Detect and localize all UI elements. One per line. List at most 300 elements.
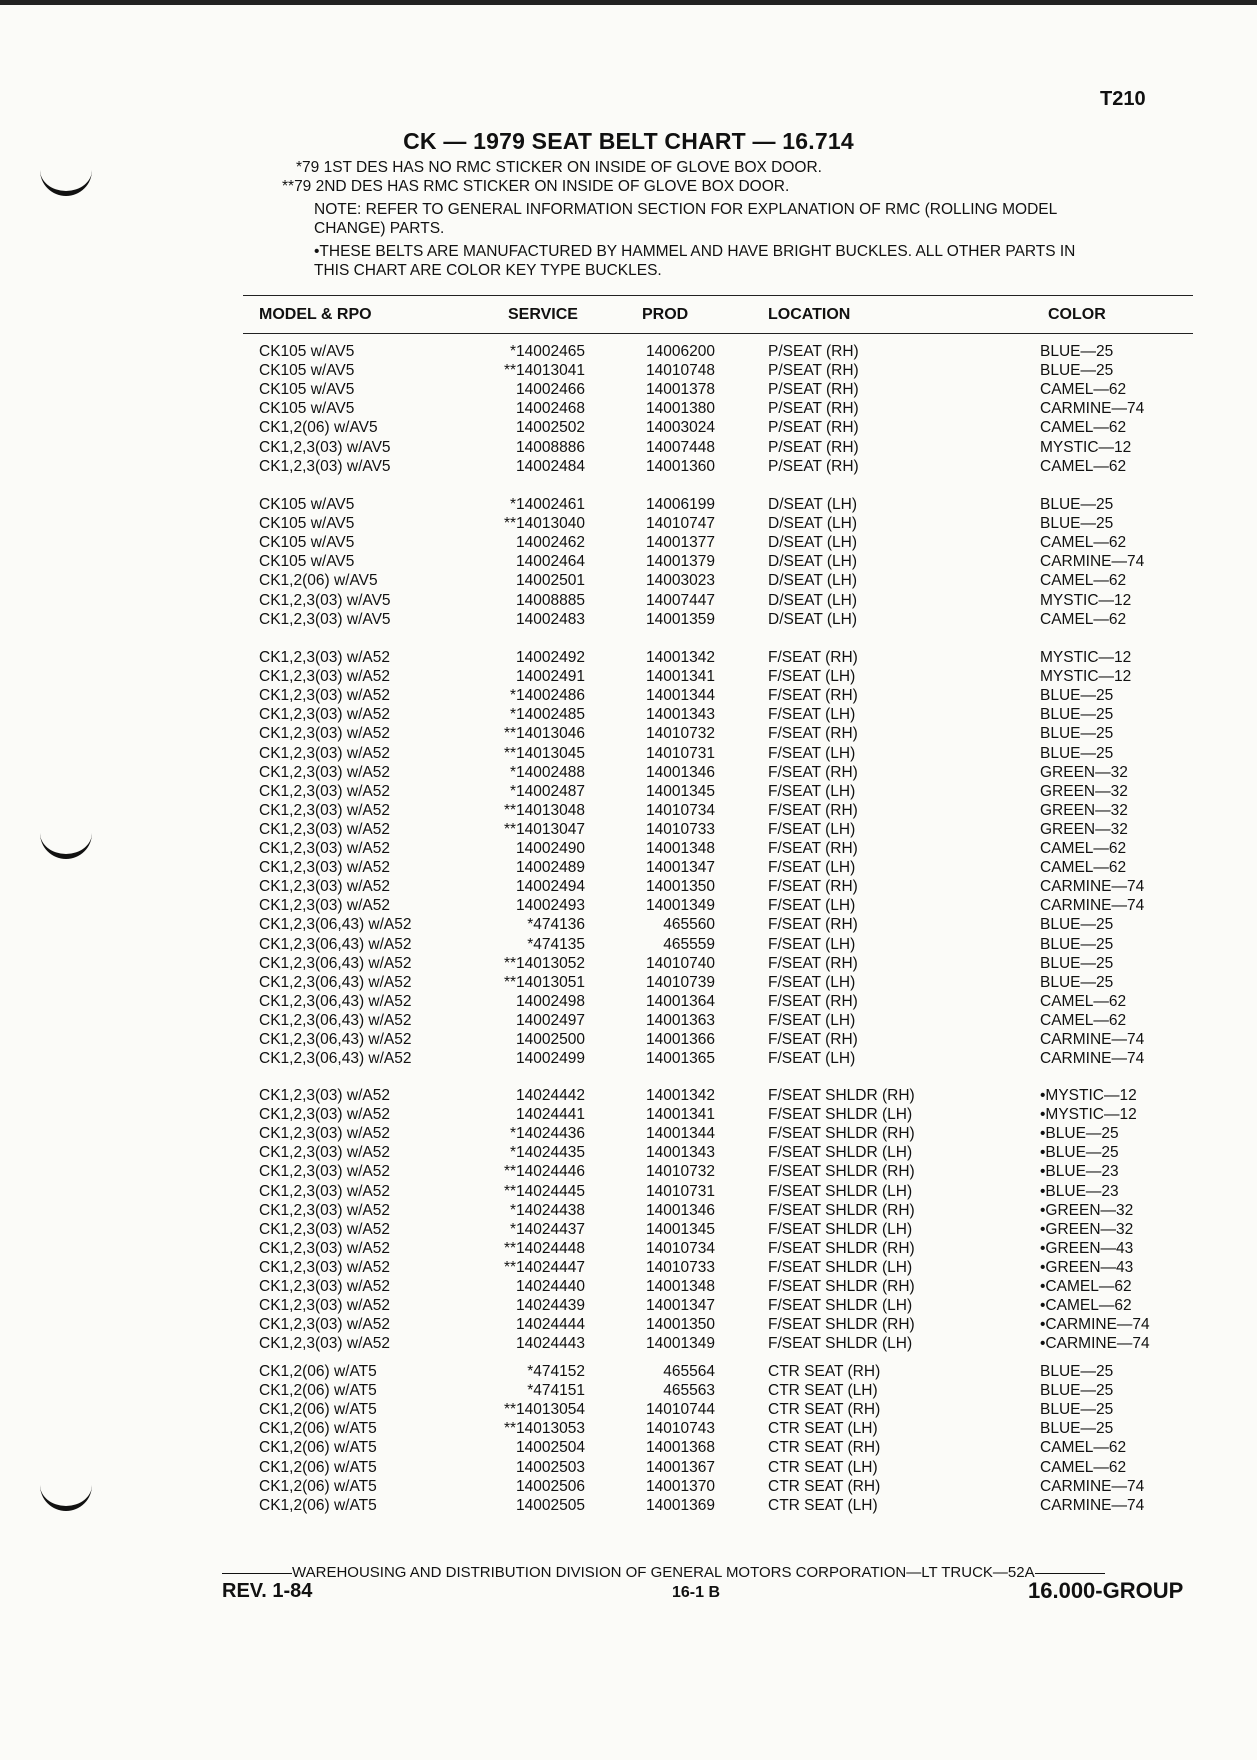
prod-part-cell: 14001367 xyxy=(646,1458,715,1476)
model-cell: CK1,2,3(03) w/AV5 xyxy=(259,591,391,609)
service-part-cell: 14024439 xyxy=(516,1297,585,1315)
color-cell: BLUE—25 xyxy=(1040,954,1114,972)
prod-part-cell: 14010732 xyxy=(646,725,715,743)
model-cell: CK1,2,3(03) w/A52 xyxy=(259,1201,390,1219)
service-part-cell: **14024447 xyxy=(503,1258,585,1276)
model-cell: CK1,2,3(06,43) w/A52 xyxy=(259,1011,412,1029)
location-cell: CTR SEAT (RH) xyxy=(768,1477,881,1495)
location-cell: F/SEAT SHLDR (RH) xyxy=(768,1239,915,1257)
service-part-cell: 14024440 xyxy=(516,1278,585,1295)
service-part-cell: 14008886 xyxy=(516,438,585,456)
column-header-prod: PROD xyxy=(642,306,689,323)
model-cell: CK1,2,3(03) w/AV5 xyxy=(259,438,391,456)
note-rmc: NOTE: REFER TO GENERAL INFORMATION SECTION FOR EXPLANATION OF RMC (ROLLING MODEL CHANGE) PARTS. xyxy=(314,201,1057,237)
color-cell: •GREEN—43 xyxy=(1040,1258,1134,1276)
location-cell: D/SEAT (LH) xyxy=(768,572,857,590)
model-cell: CK1,2,3(03) w/AV5 xyxy=(259,457,391,475)
footer-division-text: WAREHOUSING AND DISTRIBUTION DIVISION OF GENERAL MOTORS CORPORATION—LT TRUCK—52A xyxy=(292,1564,1035,1581)
service-part-cell: **14024446 xyxy=(503,1163,585,1181)
model-cell: CK105 w/AV5 xyxy=(259,496,355,513)
color-cell: •CARMINE—74 xyxy=(1040,1316,1150,1334)
color-cell: MYSTIC—12 xyxy=(1040,668,1132,686)
service-part-cell: 14002494 xyxy=(516,878,585,896)
color-cell: •GREEN—32 xyxy=(1040,1220,1134,1238)
prod-part-cell: 14010747 xyxy=(646,515,715,533)
model-cell: CK1,2,3(03) w/A52 xyxy=(259,1335,390,1353)
location-cell: F/SEAT (RH) xyxy=(768,954,858,972)
service-part-cell: 14002491 xyxy=(516,668,585,686)
model-cell: CK1,2,3(03) w/A52 xyxy=(259,801,390,819)
prod-part-cell: 465560 xyxy=(663,916,715,934)
color-cell: •GREEN—43 xyxy=(1040,1239,1134,1257)
prod-part-cell: 14007447 xyxy=(646,591,715,609)
location-cell: CTR SEAT (LH) xyxy=(768,1382,878,1400)
prod-part-cell: 465559 xyxy=(663,935,715,953)
prod-part-cell: 14001344 xyxy=(646,687,715,705)
color-cell: BLUE—25 xyxy=(1040,1363,1114,1380)
model-cell: CK1,2,3(03) w/A52 xyxy=(259,1220,390,1238)
model-cell: CK1,2,3(06,43) w/A52 xyxy=(259,973,412,991)
location-cell: P/SEAT (RH) xyxy=(768,381,859,399)
service-part-cell: *474152 xyxy=(527,1363,585,1380)
service-part-cell: **14013041 xyxy=(503,362,585,380)
prod-part-cell: 14001370 xyxy=(646,1477,715,1495)
color-cell: BLUE—25 xyxy=(1040,362,1114,380)
prod-part-cell: 14001379 xyxy=(646,553,715,571)
color-cell: CARMINE—74 xyxy=(1040,1050,1145,1068)
model-cell: CK105 w/AV5 xyxy=(259,362,355,380)
location-cell: D/SEAT (LH) xyxy=(768,534,857,552)
model-cell: CK1,2,3(03) w/A52 xyxy=(259,1182,390,1200)
color-cell: CAMEL—62 xyxy=(1040,419,1127,437)
prod-part-cell: 14001364 xyxy=(646,992,715,1010)
prod-part-cell: 14001344 xyxy=(646,1125,715,1143)
note-second-design: **79 2ND DES HAS RMC STICKER ON INSIDE OF GLOVE BOX DOOR. xyxy=(282,178,790,195)
location-cell: F/SEAT (RH) xyxy=(768,763,858,781)
model-cell: CK1,2,3(03) w/A52 xyxy=(259,744,390,762)
prod-part-cell: 14001348 xyxy=(646,840,715,857)
model-cell: CK1,2,3(03) w/A52 xyxy=(259,897,390,915)
location-cell: F/SEAT SHLDR (RH) xyxy=(768,1316,915,1334)
notes xyxy=(282,158,1142,280)
location-cell: F/SEAT (LH) xyxy=(768,782,856,800)
service-part-cell: **14013053 xyxy=(503,1420,585,1438)
prod-part-cell: 14010733 xyxy=(646,1258,715,1276)
location-cell: F/SEAT SHLDR (LH) xyxy=(768,1335,913,1353)
prod-part-cell: 14001350 xyxy=(646,878,715,896)
prod-part-cell: 14001360 xyxy=(646,457,715,475)
color-cell: BLUE—25 xyxy=(1040,343,1114,360)
color-cell: •MYSTIC—12 xyxy=(1040,1087,1137,1104)
location-cell: F/SEAT (LH) xyxy=(768,668,856,686)
color-cell: CARMINE—74 xyxy=(1040,1477,1145,1495)
color-cell: GREEN—32 xyxy=(1040,763,1128,781)
model-cell: CK1,2(06) w/AT5 xyxy=(259,1420,377,1438)
model-cell: CK1,2,3(06,43) w/A52 xyxy=(259,992,412,1010)
prod-part-cell: 14001377 xyxy=(646,534,715,552)
color-cell: CARMINE—74 xyxy=(1040,1031,1145,1048)
service-part-cell: 14002499 xyxy=(516,1050,585,1068)
color-cell: CAMEL—62 xyxy=(1040,840,1127,857)
location-cell: F/SEAT SHLDR (LH) xyxy=(768,1297,913,1315)
prod-part-cell: 14001347 xyxy=(646,1297,715,1315)
prod-part-cell: 14001346 xyxy=(646,1201,715,1219)
service-part-cell: **14013047 xyxy=(503,820,585,838)
service-part-cell: **14013054 xyxy=(503,1401,585,1419)
prod-part-cell: 14010734 xyxy=(646,801,715,819)
color-cell: CAMEL—62 xyxy=(1040,610,1127,628)
location-cell: D/SEAT (LH) xyxy=(768,591,857,609)
model-cell: CK1,2(06) w/AV5 xyxy=(259,419,378,437)
footer-division xyxy=(222,1564,1105,1581)
note-hammel: •THESE BELTS ARE MANUFACTURED BY HAMMEL AND HAVE BRIGHT BUCKLES. ALL OTHER PARTS IN THIS CHART ARE COLOR KEY TYPE BUCKLES. xyxy=(314,243,1076,279)
column-header-color: COLOR xyxy=(1048,306,1106,323)
prod-part-cell: 14003024 xyxy=(646,419,715,437)
location-cell: F/SEAT SHLDR (RH) xyxy=(768,1125,915,1143)
prod-part-cell: 14001343 xyxy=(646,1144,715,1162)
color-cell: BLUE—25 xyxy=(1040,1401,1114,1419)
model-cell: CK1,2,3(03) w/A52 xyxy=(259,820,390,838)
location-cell: CTR SEAT (RH) xyxy=(768,1439,881,1457)
color-cell: •MYSTIC—12 xyxy=(1040,1106,1137,1124)
prod-part-cell: 465563 xyxy=(663,1382,715,1400)
color-cell: •CAMEL—62 xyxy=(1040,1297,1132,1315)
color-cell: •BLUE—25 xyxy=(1040,1125,1119,1143)
color-cell: •CARMINE—74 xyxy=(1040,1335,1150,1353)
service-part-cell: **14024445 xyxy=(503,1182,585,1200)
prod-part-cell: 14001343 xyxy=(646,706,715,724)
location-cell: F/SEAT (LH) xyxy=(768,820,856,838)
color-cell: GREEN—32 xyxy=(1040,820,1128,838)
service-part-cell: *14024437 xyxy=(510,1220,585,1238)
prod-part-cell: 14010733 xyxy=(646,820,715,838)
table-top-rule xyxy=(243,295,1193,296)
service-part-cell: *14024438 xyxy=(510,1201,585,1219)
model-cell: CK1,2,3(03) w/AV5 xyxy=(259,610,391,628)
location-cell: F/SEAT SHLDR (LH) xyxy=(768,1106,913,1124)
color-cell: MYSTIC—12 xyxy=(1040,649,1132,666)
prod-part-cell: 14001345 xyxy=(646,782,715,800)
location-cell: P/SEAT (RH) xyxy=(768,419,859,437)
location-cell: F/SEAT SHLDR (RH) xyxy=(768,1278,915,1295)
model-cell: CK1,2(06) w/AT5 xyxy=(259,1496,377,1514)
punch-hole-mark xyxy=(40,828,92,859)
service-part-cell: 14002468 xyxy=(516,400,585,418)
prod-part-cell: 14010732 xyxy=(646,1163,715,1181)
location-cell: F/SEAT SHLDR (RH) xyxy=(768,1087,915,1104)
location-cell: F/SEAT SHLDR (LH) xyxy=(768,1258,913,1276)
color-cell: CAMEL—62 xyxy=(1040,1458,1127,1476)
service-part-cell: 14002505 xyxy=(516,1496,585,1514)
top-border xyxy=(0,0,1257,5)
location-cell: CTR SEAT (LH) xyxy=(768,1420,878,1438)
color-cell: •BLUE—23 xyxy=(1040,1163,1119,1181)
color-cell: BLUE—25 xyxy=(1040,496,1114,513)
location-cell: D/SEAT (LH) xyxy=(768,496,857,513)
color-cell: •BLUE—23 xyxy=(1040,1182,1119,1200)
color-cell: BLUE—25 xyxy=(1040,916,1114,934)
color-cell: CARMINE—74 xyxy=(1040,400,1145,418)
color-cell: CAMEL—62 xyxy=(1040,992,1127,1010)
service-part-cell: *14002465 xyxy=(510,343,585,360)
service-part-cell: 14002466 xyxy=(516,381,585,399)
service-part-cell: 14008885 xyxy=(516,591,585,609)
page-title: CK — 1979 SEAT BELT CHART — 16.714 xyxy=(403,128,854,154)
service-part-cell: *14002461 xyxy=(510,496,585,513)
prod-part-cell: 14010744 xyxy=(646,1401,715,1419)
model-cell: CK1,2,3(03) w/A52 xyxy=(259,840,390,857)
model-cell: CK1,2,3(03) w/A52 xyxy=(259,859,390,877)
prod-part-cell: 14001342 xyxy=(646,1087,715,1104)
color-cell: CARMINE—74 xyxy=(1040,553,1145,571)
color-cell: BLUE—25 xyxy=(1040,935,1114,953)
location-cell: CTR SEAT (RH) xyxy=(768,1401,881,1419)
color-cell: BLUE—25 xyxy=(1040,706,1114,724)
revision: REV. 1-84 xyxy=(222,1580,313,1602)
prod-part-cell: 14010739 xyxy=(646,973,715,991)
service-part-cell: 14024441 xyxy=(516,1106,585,1124)
page-id: T210 xyxy=(1100,88,1146,110)
location-cell: F/SEAT (LH) xyxy=(768,973,856,991)
color-cell: BLUE—25 xyxy=(1040,973,1114,991)
location-cell: P/SEAT (RH) xyxy=(768,362,859,380)
color-cell: CAMEL—62 xyxy=(1040,572,1127,590)
location-cell: P/SEAT (RH) xyxy=(768,438,859,456)
color-cell: GREEN—32 xyxy=(1040,782,1128,800)
model-cell: CK1,2,3(03) w/A52 xyxy=(259,1297,390,1315)
model-cell: CK1,2,3(03) w/A52 xyxy=(259,706,390,724)
color-cell: BLUE—25 xyxy=(1040,1382,1114,1400)
location-cell: F/SEAT SHLDR (LH) xyxy=(768,1220,913,1238)
prod-part-cell: 14001378 xyxy=(646,381,715,399)
prod-part-cell: 14003023 xyxy=(646,572,715,590)
service-part-cell: **14013052 xyxy=(503,954,585,972)
location-cell: F/SEAT (RH) xyxy=(768,878,858,896)
location-cell: F/SEAT SHLDR (LH) xyxy=(768,1182,913,1200)
prod-part-cell: 14010740 xyxy=(646,954,715,972)
model-cell: CK1,2,3(06,43) w/A52 xyxy=(259,1050,412,1068)
model-cell: CK105 w/AV5 xyxy=(259,343,355,360)
location-cell: F/SEAT (LH) xyxy=(768,706,856,724)
service-part-cell: *14002487 xyxy=(510,782,585,800)
model-cell: CK1,2,3(03) w/A52 xyxy=(259,1087,390,1104)
prod-part-cell: 14010731 xyxy=(646,1182,715,1200)
model-cell: CK1,2(06) w/AT5 xyxy=(259,1363,377,1380)
service-part-cell: 14002484 xyxy=(516,457,585,475)
location-cell: F/SEAT (RH) xyxy=(768,801,858,819)
service-part-cell: 14002464 xyxy=(516,553,585,571)
service-part-cell: *14024435 xyxy=(510,1144,585,1162)
note-first-design: *79 1ST DES HAS NO RMC STICKER ON INSIDE OF GLOVE BOX DOOR. xyxy=(296,159,822,176)
color-cell: BLUE—25 xyxy=(1040,687,1114,705)
service-part-cell: 14024442 xyxy=(516,1087,585,1104)
model-cell: CK1,2,3(03) w/A52 xyxy=(259,763,390,781)
color-cell: BLUE—25 xyxy=(1040,1420,1114,1438)
model-cell: CK105 w/AV5 xyxy=(259,515,355,533)
prod-part-cell: 14001359 xyxy=(646,610,715,628)
color-cell: •CAMEL—62 xyxy=(1040,1278,1132,1295)
model-cell: CK1,2(06) w/AT5 xyxy=(259,1439,377,1457)
model-cell: CK1,2(06) w/AT5 xyxy=(259,1401,377,1419)
column-header-service: SERVICE xyxy=(508,306,578,323)
location-cell: CTR SEAT (LH) xyxy=(768,1458,878,1476)
color-cell: •GREEN—32 xyxy=(1040,1201,1134,1219)
service-part-cell: 14024443 xyxy=(516,1335,585,1353)
location-cell: F/SEAT SHLDR (RH) xyxy=(768,1201,915,1219)
location-cell: D/SEAT (LH) xyxy=(768,515,857,533)
model-cell: CK105 w/AV5 xyxy=(259,534,355,552)
location-cell: P/SEAT (RH) xyxy=(768,343,859,360)
location-cell: D/SEAT (LH) xyxy=(768,610,857,628)
model-cell: CK1,2,3(03) w/A52 xyxy=(259,1163,390,1181)
location-cell: F/SEAT (LH) xyxy=(768,744,856,762)
service-part-cell: **14013040 xyxy=(503,515,585,533)
model-cell: CK1,2,3(03) w/A52 xyxy=(259,1125,390,1143)
location-cell: P/SEAT (RH) xyxy=(768,400,859,418)
model-cell: CK105 w/AV5 xyxy=(259,381,355,399)
model-cell: CK1,2,3(06,43) w/A52 xyxy=(259,1031,412,1048)
prod-part-cell: 14001347 xyxy=(646,859,715,877)
service-part-cell: 14002489 xyxy=(516,859,585,877)
service-part-cell: **14013046 xyxy=(503,725,585,743)
prod-part-cell: 465564 xyxy=(663,1363,715,1380)
model-cell: CK1,2,3(03) w/A52 xyxy=(259,649,390,666)
prod-part-cell: 14001345 xyxy=(646,1220,715,1238)
model-cell: CK1,2,3(03) w/A52 xyxy=(259,725,390,743)
model-cell: CK1,2,3(03) w/A52 xyxy=(259,687,390,705)
color-cell: CAMEL—62 xyxy=(1040,859,1127,877)
model-cell: CK1,2,3(03) w/A52 xyxy=(259,1258,390,1276)
model-cell: CK1,2,3(03) w/A52 xyxy=(259,1106,390,1124)
color-cell: CAMEL—62 xyxy=(1040,457,1127,475)
location-cell: CTR SEAT (RH) xyxy=(768,1363,881,1380)
service-part-cell: 14002492 xyxy=(516,649,585,666)
model-cell: CK1,2(06) w/AT5 xyxy=(259,1382,377,1400)
color-cell: MYSTIC—12 xyxy=(1040,438,1132,456)
location-cell: F/SEAT SHLDR (LH) xyxy=(768,1144,913,1162)
service-part-cell: 14002483 xyxy=(516,610,585,628)
color-cell: CARMINE—74 xyxy=(1040,1496,1145,1514)
prod-part-cell: 14010734 xyxy=(646,1239,715,1257)
service-part-cell: 14002501 xyxy=(516,572,585,590)
location-cell: F/SEAT (LH) xyxy=(768,1050,856,1068)
color-cell: •BLUE—25 xyxy=(1040,1144,1119,1162)
service-part-cell: 14002504 xyxy=(516,1439,585,1457)
service-part-cell: *14002486 xyxy=(510,687,585,705)
color-cell: CAMEL—62 xyxy=(1040,381,1127,399)
color-cell: BLUE—25 xyxy=(1040,515,1114,533)
location-cell: F/SEAT (LH) xyxy=(768,859,856,877)
service-part-cell: 14002490 xyxy=(516,840,585,857)
service-part-cell: 14002503 xyxy=(516,1458,585,1476)
location-cell: F/SEAT (RH) xyxy=(768,992,858,1010)
page-number: 16-1 B xyxy=(672,1584,721,1601)
location-cell: F/SEAT (RH) xyxy=(768,725,858,743)
service-part-cell: *14002488 xyxy=(510,763,585,781)
prod-part-cell: 14001341 xyxy=(646,1106,715,1124)
service-part-cell: 14002506 xyxy=(516,1477,585,1495)
location-cell: F/SEAT SHLDR (RH) xyxy=(768,1163,915,1181)
model-cell: CK1,2,3(03) w/A52 xyxy=(259,1239,390,1257)
service-part-cell: 14002497 xyxy=(516,1011,585,1029)
model-cell: CK1,2,3(06,43) w/A52 xyxy=(259,954,412,972)
location-cell: F/SEAT (RH) xyxy=(768,649,858,666)
prod-part-cell: 14007448 xyxy=(646,438,715,456)
location-cell: F/SEAT (LH) xyxy=(768,897,856,915)
service-part-cell: *474151 xyxy=(527,1382,585,1400)
model-cell: CK1,2,3(03) w/A52 xyxy=(259,668,390,686)
group-number: 16.000-GROUP xyxy=(1028,1578,1184,1603)
prod-part-cell: 14001342 xyxy=(646,649,715,666)
prod-part-cell: 14001380 xyxy=(646,400,715,418)
prod-part-cell: 14010731 xyxy=(646,744,715,762)
prod-part-cell: 14001363 xyxy=(646,1011,715,1029)
prod-part-cell: 14001348 xyxy=(646,1278,715,1295)
color-cell: BLUE—25 xyxy=(1040,744,1114,762)
color-cell: CARMINE—74 xyxy=(1040,897,1145,915)
column-header-model: MODEL & RPO xyxy=(259,306,372,323)
prod-part-cell: 14006200 xyxy=(646,343,715,360)
model-cell: CK1,2,3(06,43) w/A52 xyxy=(259,935,412,953)
prod-part-cell: 14001365 xyxy=(646,1050,715,1068)
service-part-cell: *474135 xyxy=(527,935,585,953)
location-cell: D/SEAT (LH) xyxy=(768,553,857,571)
service-part-cell: **14013048 xyxy=(503,801,585,819)
service-part-cell: 14002498 xyxy=(516,992,585,1010)
service-part-cell: 14024444 xyxy=(516,1316,585,1334)
prod-part-cell: 14010743 xyxy=(646,1420,715,1438)
model-cell: CK1,2,3(06,43) w/A52 xyxy=(259,916,412,934)
location-cell: F/SEAT (LH) xyxy=(768,1011,856,1029)
punch-hole-mark xyxy=(40,1480,92,1511)
prod-part-cell: 14001366 xyxy=(646,1031,715,1048)
location-cell: CTR SEAT (LH) xyxy=(768,1496,878,1514)
color-cell: CAMEL—62 xyxy=(1040,534,1127,552)
service-part-cell: **14013045 xyxy=(503,744,585,762)
service-part-cell: *14024436 xyxy=(510,1125,585,1143)
prod-part-cell: 14001349 xyxy=(646,1335,715,1353)
prod-part-cell: 14010748 xyxy=(646,362,715,380)
model-cell: CK1,2,3(03) w/A52 xyxy=(259,1316,390,1334)
table-header-rule xyxy=(243,333,1193,334)
service-part-cell: *474136 xyxy=(527,916,585,934)
column-header-location: LOCATION xyxy=(768,306,851,323)
service-part-cell: 14002493 xyxy=(516,897,585,915)
color-cell: CAMEL—62 xyxy=(1040,1011,1127,1029)
color-cell: BLUE—25 xyxy=(1040,725,1114,743)
location-cell: F/SEAT (RH) xyxy=(768,687,858,705)
prod-part-cell: 14006199 xyxy=(646,496,715,513)
prod-part-cell: 14001341 xyxy=(646,668,715,686)
service-part-cell: *14002485 xyxy=(510,706,585,724)
prod-part-cell: 14001368 xyxy=(646,1439,715,1457)
model-cell: CK1,2(06) w/AV5 xyxy=(259,572,378,590)
prod-part-cell: 14001369 xyxy=(646,1496,715,1514)
location-cell: F/SEAT (RH) xyxy=(768,1031,858,1048)
color-cell: MYSTIC—12 xyxy=(1040,591,1132,609)
color-cell: GREEN—32 xyxy=(1040,801,1128,819)
punch-hole-mark xyxy=(40,165,92,196)
location-cell: F/SEAT (LH) xyxy=(768,935,856,953)
service-part-cell: 14002502 xyxy=(516,419,585,437)
location-cell: P/SEAT (RH) xyxy=(768,457,859,475)
model-cell: CK1,2(06) w/AT5 xyxy=(259,1477,377,1495)
model-cell: CK1,2(06) w/AT5 xyxy=(259,1458,377,1476)
location-cell: F/SEAT (RH) xyxy=(768,840,858,857)
service-part-cell: **14013051 xyxy=(503,973,585,991)
model-cell: CK105 w/AV5 xyxy=(259,553,355,571)
service-part-cell: 14002462 xyxy=(516,534,585,552)
